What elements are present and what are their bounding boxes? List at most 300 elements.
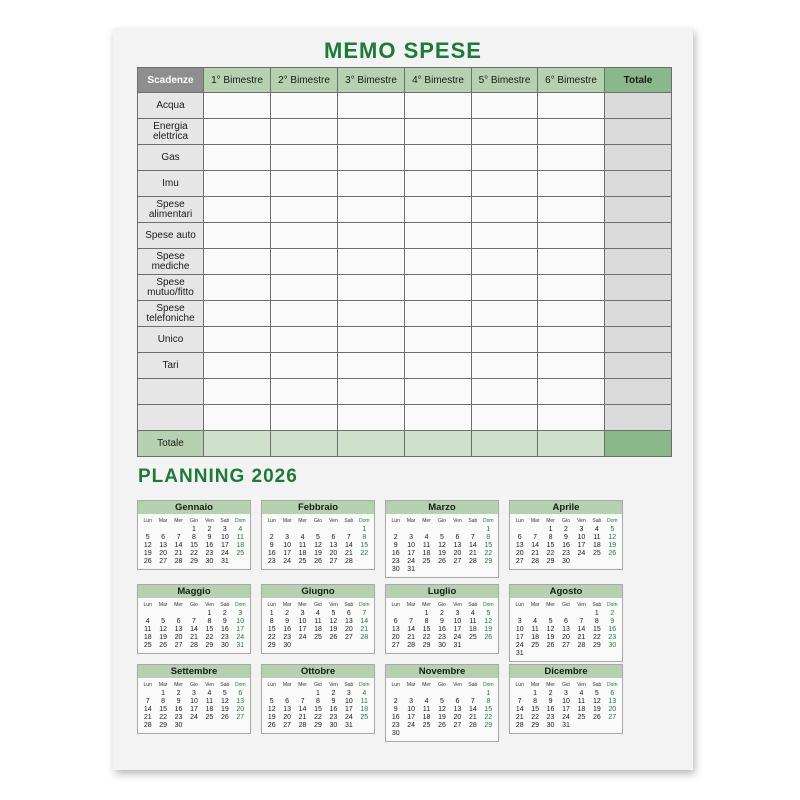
- expense-total-cell[interactable]: [605, 275, 672, 301]
- weekday-label: Mer: [174, 602, 183, 608]
- expense-cell[interactable]: [538, 327, 605, 353]
- month-name: Febbraio: [262, 501, 374, 514]
- memo-total-row: [138, 431, 672, 457]
- expense-cell[interactable]: [405, 223, 472, 249]
- expense-cell[interactable]: [338, 119, 405, 145]
- expense-cell[interactable]: [405, 197, 472, 223]
- day-number: 4: [238, 526, 243, 533]
- expense-cell[interactable]: [538, 223, 605, 249]
- expense-cell[interactable]: [338, 223, 405, 249]
- day-number: 28: [298, 722, 307, 729]
- expense-cell[interactable]: [472, 171, 538, 197]
- weekday-label: Mer: [422, 518, 431, 524]
- expense-cell[interactable]: [405, 379, 472, 405]
- expense-cell[interactable]: [405, 93, 472, 119]
- day-number: 24: [407, 558, 416, 565]
- day-number: 24: [283, 558, 292, 565]
- empty-day: [574, 610, 589, 618]
- day-number: 3: [564, 690, 568, 697]
- expense-total-cell[interactable]: [605, 145, 672, 171]
- day-number: 22: [422, 634, 431, 641]
- weekday-label: Gio: [190, 682, 198, 688]
- expense-cell[interactable]: [204, 223, 271, 249]
- day-number: 21: [468, 550, 477, 557]
- expense-cell[interactable]: [271, 301, 338, 327]
- expense-cell[interactable]: [271, 249, 338, 275]
- day-number: 4: [470, 610, 475, 617]
- expense-cell[interactable]: [405, 119, 472, 145]
- expense-cell[interactable]: [338, 171, 405, 197]
- day-number: 9: [222, 618, 227, 625]
- day-number: 7: [145, 698, 150, 705]
- expense-total-cell[interactable]: [605, 171, 672, 197]
- day-number: 9: [610, 618, 615, 625]
- expense-cell[interactable]: [472, 119, 538, 145]
- period-total-cell[interactable]: [204, 431, 271, 457]
- weekday-label: Mar: [282, 682, 292, 688]
- day-number: 27: [236, 714, 245, 721]
- day-number: 11: [298, 542, 307, 549]
- day-number: 8: [207, 618, 212, 625]
- day-number: 4: [300, 534, 305, 541]
- day-number: 13: [608, 698, 617, 705]
- day-number: 18: [422, 550, 431, 557]
- day-number: 4: [316, 610, 320, 617]
- month-day-grid: [262, 598, 374, 653]
- weekday-label: Dom: [607, 682, 618, 688]
- day-number: 30: [283, 642, 292, 649]
- total-row-label: Totale: [138, 431, 204, 457]
- expense-cell[interactable]: [338, 275, 405, 301]
- day-number: 1: [316, 690, 320, 697]
- expense-cell[interactable]: [472, 197, 538, 223]
- day-number: 3: [192, 690, 196, 697]
- weekday-label: Lun: [391, 518, 400, 524]
- day-number: 9: [269, 542, 274, 549]
- day-number: 11: [360, 698, 368, 705]
- weekday-label: Sab: [468, 682, 478, 688]
- expense-cell[interactable]: [405, 249, 472, 275]
- expense-cell[interactable]: [405, 327, 472, 353]
- day-number: 11: [593, 534, 601, 541]
- day-number: 17: [562, 706, 570, 713]
- day-number: 11: [314, 618, 322, 625]
- day-number: 23: [267, 558, 276, 565]
- day-number: 23: [608, 634, 617, 641]
- day-number: 21: [298, 714, 307, 721]
- empty-day: [465, 690, 480, 698]
- expense-label-line: Spese auto: [145, 229, 196, 241]
- month-name: Marzo: [386, 501, 498, 514]
- day-number: 28: [360, 634, 369, 641]
- day-number: 14: [531, 542, 540, 549]
- day-number: 12: [220, 698, 229, 705]
- expense-cell[interactable]: [338, 197, 405, 223]
- day-number: 18: [143, 634, 152, 641]
- day-number: 13: [236, 698, 245, 705]
- expense-total-cell[interactable]: [605, 119, 672, 145]
- period-total-cell[interactable]: [338, 431, 405, 457]
- day-number: 5: [269, 698, 274, 705]
- expense-cell[interactable]: [538, 197, 605, 223]
- expense-total-cell[interactable]: [605, 301, 672, 327]
- month-calendar: [385, 664, 499, 742]
- expense-cell[interactable]: [338, 379, 405, 405]
- day-number: 14: [174, 542, 183, 549]
- scadenze-header: Scadenze: [138, 68, 204, 93]
- weekday-label: Sab: [592, 518, 602, 524]
- expense-cell[interactable]: [338, 327, 405, 353]
- day-number: 13: [562, 626, 570, 633]
- month-name: Ottobre: [262, 665, 374, 678]
- empty-day: [527, 610, 542, 618]
- day-number: 12: [159, 626, 168, 633]
- expense-total-cell[interactable]: [605, 93, 672, 119]
- day-number: 29: [484, 558, 493, 565]
- day-number: 10: [453, 618, 462, 625]
- expense-cell[interactable]: [538, 119, 605, 145]
- period-total-cell[interactable]: [271, 431, 338, 457]
- expense-total-cell[interactable]: [605, 197, 672, 223]
- period-total-cell[interactable]: [538, 431, 605, 457]
- empty-day: [388, 610, 403, 618]
- day-number: 29: [484, 722, 493, 729]
- empty-day: [434, 690, 449, 698]
- day-number: 27: [283, 722, 292, 729]
- weekday-label: Gio: [438, 518, 446, 524]
- expense-cell[interactable]: [405, 275, 472, 301]
- day-number: 23: [220, 634, 229, 641]
- day-number: 3: [300, 610, 305, 617]
- day-number: 6: [455, 698, 460, 705]
- day-number: 24: [220, 550, 229, 557]
- expense-cell[interactable]: [538, 405, 605, 431]
- day-number: 9: [393, 706, 398, 713]
- day-number: 23: [174, 714, 183, 721]
- day-number: 25: [422, 722, 431, 729]
- expense-cell[interactable]: [472, 405, 538, 431]
- weekday-label: Mer: [546, 518, 555, 524]
- expense-label: [138, 249, 204, 275]
- day-number: 13: [453, 706, 462, 713]
- weekday-label: Mar: [282, 602, 292, 608]
- day-number: 2: [176, 690, 181, 697]
- expense-cell[interactable]: [472, 327, 538, 353]
- day-number: 14: [143, 706, 152, 713]
- expense-cell[interactable]: [204, 301, 271, 327]
- expense-cell[interactable]: [472, 223, 538, 249]
- empty-day: [450, 690, 465, 698]
- day-number: 26: [329, 634, 338, 641]
- expense-cell[interactable]: [204, 197, 271, 223]
- empty-day: [279, 690, 294, 698]
- expense-cell[interactable]: [204, 119, 271, 145]
- expense-cell[interactable]: [472, 249, 538, 275]
- expense-cell[interactable]: [538, 353, 605, 379]
- day-number: 16: [283, 626, 292, 633]
- expense-cell[interactable]: [204, 145, 271, 171]
- expense-row: [138, 249, 672, 275]
- empty-day: [155, 610, 170, 618]
- expense-cell[interactable]: [538, 301, 605, 327]
- day-number: 10: [220, 534, 229, 541]
- expense-cell[interactable]: [204, 405, 271, 431]
- day-number: 27: [515, 558, 524, 565]
- expense-cell[interactable]: [338, 249, 405, 275]
- expense-cell[interactable]: [271, 223, 338, 249]
- weekday-label: Lun: [267, 602, 276, 608]
- expense-cell[interactable]: [472, 93, 538, 119]
- expense-cell[interactable]: [472, 379, 538, 405]
- expense-cell[interactable]: [538, 145, 605, 171]
- empty-day: [341, 526, 356, 534]
- expense-cell[interactable]: [405, 145, 472, 171]
- day-number: 6: [610, 690, 615, 697]
- day-number: 3: [517, 618, 522, 625]
- period-total-cell[interactable]: [405, 431, 472, 457]
- period-header: 6° Bimestre: [538, 68, 605, 93]
- expense-label: [138, 275, 204, 301]
- day-number: 22: [205, 634, 214, 641]
- day-number: 10: [562, 698, 570, 705]
- day-number: 4: [594, 526, 599, 533]
- weekday-label: Mar: [406, 682, 416, 688]
- day-number: 27: [391, 642, 400, 649]
- expense-total-cell[interactable]: [605, 327, 672, 353]
- weekday-label: Mar: [530, 682, 540, 688]
- expense-cell[interactable]: [338, 405, 405, 431]
- month-day-grid: [138, 598, 250, 653]
- weekday-label: Ven: [577, 602, 586, 608]
- expense-total-cell[interactable]: [605, 223, 672, 249]
- day-number: 27: [453, 722, 462, 729]
- expense-cell[interactable]: [271, 93, 338, 119]
- expense-cell[interactable]: [271, 171, 338, 197]
- day-number: 11: [236, 534, 244, 541]
- day-number: 17: [283, 550, 292, 557]
- expense-cell[interactable]: [204, 379, 271, 405]
- day-number: 18: [314, 626, 322, 633]
- expense-label: [138, 223, 204, 249]
- day-number: 13: [329, 542, 338, 549]
- expense-cell[interactable]: [204, 353, 271, 379]
- day-number: 5: [161, 618, 166, 625]
- expense-cell[interactable]: [405, 405, 472, 431]
- day-number: 2: [222, 610, 227, 617]
- expense-cell[interactable]: [204, 93, 271, 119]
- day-number: 15: [314, 706, 322, 713]
- weekday-label: Dom: [235, 518, 246, 524]
- weekday-label: Mer: [298, 602, 307, 608]
- expense-row: [138, 223, 672, 249]
- day-number: 3: [579, 526, 584, 533]
- expense-cell[interactable]: [538, 275, 605, 301]
- expense-cell[interactable]: [472, 353, 538, 379]
- empty-day: [388, 526, 403, 534]
- day-number: 8: [533, 698, 538, 705]
- day-number: 15: [190, 542, 198, 549]
- memo-table: [137, 67, 672, 457]
- day-number: 9: [285, 618, 290, 625]
- month-day-grid: [138, 678, 250, 733]
- day-number: 31: [236, 642, 245, 649]
- day-number: 8: [362, 534, 367, 541]
- grand-total-cell[interactable]: [605, 431, 672, 457]
- day-number: 12: [143, 542, 152, 549]
- empty-day: [264, 526, 279, 534]
- day-number: 27: [562, 642, 570, 649]
- expense-cell[interactable]: [338, 93, 405, 119]
- expense-cell[interactable]: [271, 353, 338, 379]
- weekday-label: Lun: [391, 682, 400, 688]
- day-number: 18: [360, 706, 369, 713]
- day-number: 28: [468, 558, 477, 565]
- expense-cell[interactable]: [271, 119, 338, 145]
- day-number: 20: [236, 706, 245, 713]
- day-number: 29: [546, 558, 555, 565]
- day-number: 29: [205, 642, 214, 649]
- day-number: 1: [207, 610, 212, 617]
- day-number: 13: [453, 542, 462, 549]
- day-number: 22: [360, 550, 369, 557]
- expense-cell[interactable]: [338, 353, 405, 379]
- day-number: 6: [331, 534, 336, 541]
- day-number: 29: [422, 642, 431, 649]
- expense-total-cell[interactable]: [605, 249, 672, 275]
- expense-cell[interactable]: [405, 171, 472, 197]
- weekday-label: Gio: [190, 602, 198, 608]
- day-number: 22: [314, 714, 322, 721]
- day-number: 9: [393, 542, 398, 549]
- day-number: 26: [592, 714, 601, 721]
- day-number: 9: [564, 534, 568, 541]
- day-number: 28: [174, 558, 183, 565]
- expense-cell[interactable]: [472, 275, 538, 301]
- day-number: 23: [205, 550, 214, 557]
- day-number: 12: [592, 698, 601, 705]
- empty-day: [295, 526, 310, 534]
- expense-total-cell[interactable]: [605, 379, 672, 405]
- day-number: 23: [283, 634, 292, 641]
- empty-day: [527, 526, 542, 534]
- expense-row: [138, 171, 672, 197]
- expense-cell[interactable]: [538, 379, 605, 405]
- day-number: 26: [143, 558, 152, 565]
- expense-cell[interactable]: [338, 301, 405, 327]
- day-number: 19: [438, 550, 446, 557]
- expense-cell[interactable]: [472, 301, 538, 327]
- weekday-label: Ven: [453, 682, 462, 688]
- calendar-sheet: [113, 28, 693, 770]
- weekday-label: Sab: [220, 602, 230, 608]
- empty-day: [512, 610, 527, 618]
- expense-cell[interactable]: [472, 145, 538, 171]
- expense-cell[interactable]: [271, 405, 338, 431]
- weekday-label: Ven: [453, 518, 462, 524]
- day-number: 10: [283, 542, 292, 549]
- day-number: 11: [531, 626, 539, 633]
- period-header: 4° Bimestre: [405, 68, 472, 93]
- month-day-grid: [262, 678, 374, 733]
- expense-cell[interactable]: [538, 249, 605, 275]
- day-number: 1: [362, 526, 367, 533]
- day-number: 18: [531, 634, 540, 641]
- expense-label-line: elettrica: [152, 130, 188, 142]
- expense-cell[interactable]: [538, 171, 605, 197]
- weekday-label: Ven: [577, 682, 586, 688]
- empty-day: [434, 526, 449, 534]
- day-number: 25: [592, 550, 601, 557]
- expense-row: [138, 379, 672, 405]
- day-number: 5: [548, 618, 553, 625]
- day-number: 21: [577, 634, 586, 641]
- expense-label: [138, 301, 204, 327]
- weekday-label: Lun: [515, 682, 524, 688]
- expense-cell[interactable]: [538, 93, 605, 119]
- day-number: 10: [407, 542, 416, 549]
- day-number: 2: [440, 610, 444, 617]
- month-name: Novembre: [386, 665, 498, 678]
- expense-total-cell[interactable]: [605, 405, 672, 431]
- day-number: 14: [344, 542, 353, 549]
- expense-cell[interactable]: [271, 327, 338, 353]
- expense-cell[interactable]: [271, 197, 338, 223]
- day-number: 13: [283, 706, 292, 713]
- expense-row: [138, 353, 672, 379]
- day-number: 7: [346, 534, 351, 541]
- day-number: 20: [515, 550, 524, 557]
- day-number: 13: [159, 542, 168, 549]
- period-total-cell[interactable]: [472, 431, 538, 457]
- day-number: 14: [298, 706, 307, 713]
- expense-row: [138, 119, 672, 145]
- expense-cell[interactable]: [204, 275, 271, 301]
- expense-cell[interactable]: [405, 353, 472, 379]
- day-number: 26: [438, 558, 446, 565]
- weekday-label: Gio: [314, 518, 322, 524]
- memo-title: MEMO SPESE: [324, 38, 482, 63]
- day-number: 30: [562, 558, 570, 565]
- day-number: 10: [298, 618, 307, 625]
- expense-cell[interactable]: [271, 275, 338, 301]
- expense-cell[interactable]: [271, 145, 338, 171]
- day-number: 6: [455, 534, 460, 541]
- weekday-label: Mar: [406, 518, 416, 524]
- day-number: 10: [344, 698, 353, 705]
- expense-cell[interactable]: [204, 171, 271, 197]
- expense-cell[interactable]: [405, 301, 472, 327]
- expense-cell[interactable]: [271, 379, 338, 405]
- weekday-label: Mer: [422, 682, 431, 688]
- expense-total-cell[interactable]: [605, 353, 672, 379]
- day-number: 20: [391, 634, 400, 641]
- day-number: 4: [207, 690, 212, 697]
- expense-cell[interactable]: [204, 249, 271, 275]
- day-number: 17: [190, 706, 198, 713]
- day-number: 29: [314, 722, 322, 729]
- day-number: 2: [548, 690, 553, 697]
- day-number: 1: [486, 690, 491, 697]
- month-calendar: [509, 664, 623, 734]
- day-number: 12: [484, 618, 493, 625]
- day-number: 7: [579, 618, 584, 625]
- expense-cell[interactable]: [338, 145, 405, 171]
- weekday-label: Lun: [143, 518, 152, 524]
- day-number: 16: [391, 550, 400, 557]
- day-number: 19: [267, 714, 276, 721]
- expense-cell[interactable]: [204, 327, 271, 353]
- planning-title: PLANNING 2026: [138, 466, 298, 487]
